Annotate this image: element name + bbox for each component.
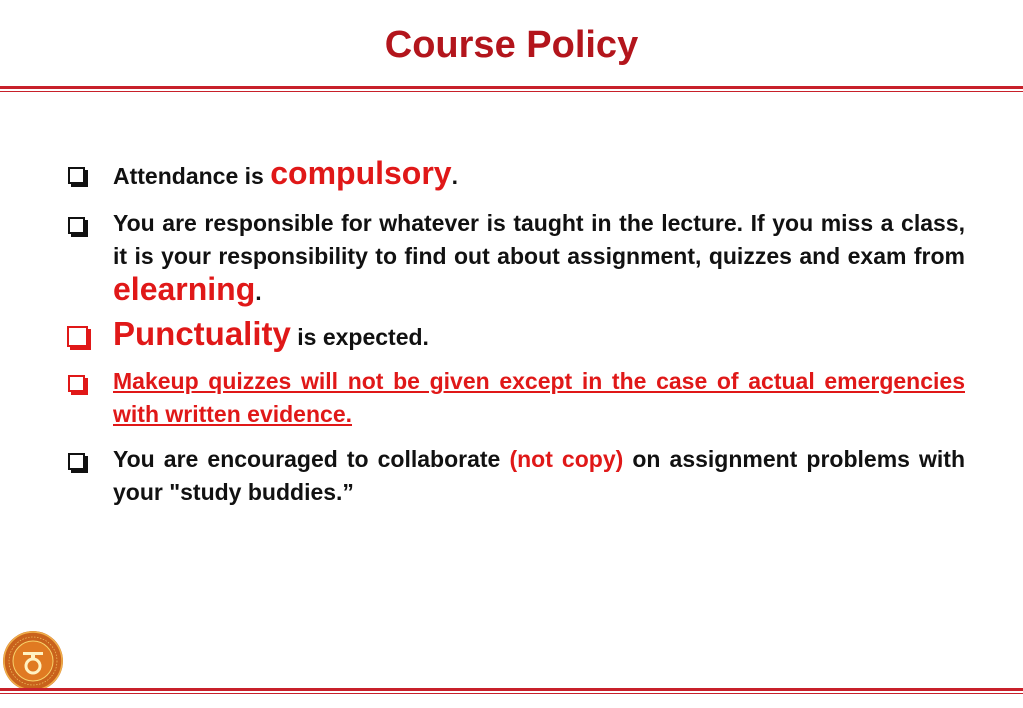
footer-divider [0,688,1023,694]
checkbox-square-icon [67,326,88,347]
list-item [66,365,965,431]
page-title: Course Policy [384,24,639,66]
bullet-text: You are encouraged to collaborate [113,446,510,472]
list-item [66,317,965,354]
list-item [66,207,965,309]
checkbox-square-icon [68,375,85,392]
checkbox-square-icon [68,167,85,184]
title-divider [0,86,1023,92]
highlight-text: Punctuality [113,315,291,352]
list-item [66,157,965,193]
bullet-text: You are responsible for whatever is taught in the lecture. If you miss a class, it is your responsibility to find out about assignment, quizzes and exam from [113,210,965,269]
bullet-text: Attendance is [113,163,271,189]
checkbox-square-icon [68,453,85,470]
checkbox-square-icon [68,217,85,234]
highlight-text: (not copy) [509,446,624,472]
highlight-text: elearning [113,271,256,307]
bullet-text: Makeup quizzes will not be given except in the case of actual emergencies with written evidence. [113,368,965,427]
university-seal-logo [2,630,64,692]
bullet-text: on assignment problems with your "study buddies.” [113,446,966,505]
bullet-text: . [255,279,262,305]
bullet-text: is expected. [290,324,429,350]
bullet-text: . [451,163,458,189]
policy-list [66,157,965,509]
highlight-text: compulsory [270,155,452,191]
list-item [66,443,965,509]
